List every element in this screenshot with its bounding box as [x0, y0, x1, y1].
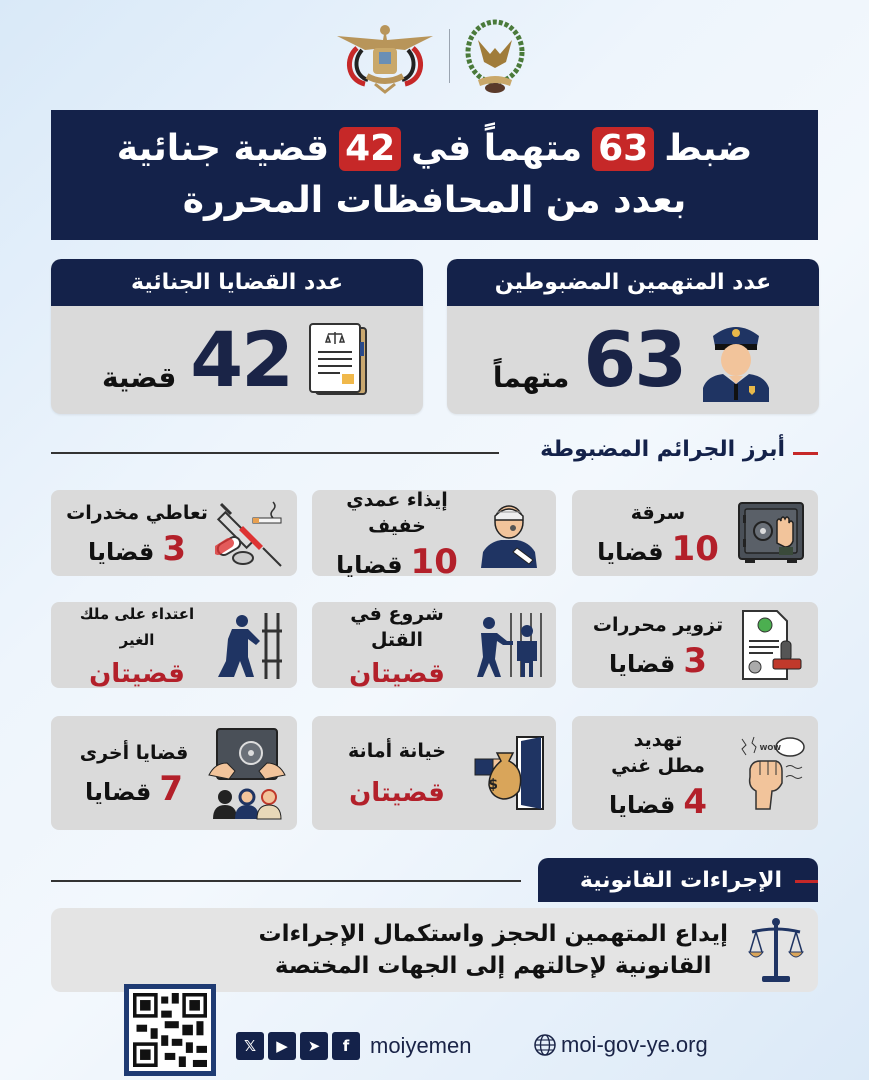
- crime-label: شروع في القتل: [350, 603, 444, 651]
- section-accent-dash: [795, 880, 818, 883]
- crime-card-drugs: [51, 490, 297, 576]
- safe-theft-icon: [737, 501, 805, 565]
- crime-count: 3: [162, 529, 187, 569]
- cases-count-badge: 42: [339, 127, 401, 171]
- forged-document-stamp-icon: [739, 609, 803, 681]
- crime-card-threat: [572, 716, 818, 830]
- headline-banner: [51, 110, 818, 240]
- crime-label: اعتداء على ملك الغير: [79, 605, 195, 649]
- legal-text-line-2: القانونية لإحالتهم إلى الجهات المختصة: [274, 953, 712, 979]
- stat-title: عدد المتهمين المضبوطين: [447, 259, 819, 306]
- crime-count: قضيتان: [349, 778, 445, 808]
- section-accent-dash: [793, 452, 818, 455]
- crime-card-theft: [572, 490, 818, 576]
- crime-unit: قضايا: [608, 650, 676, 678]
- website-url[interactable]: moi-gov-ye.org: [561, 1032, 708, 1057]
- crime-card-attempted-murder: [312, 602, 556, 688]
- crime-count: 4: [683, 782, 708, 822]
- headline-prefix: ضبط: [664, 128, 753, 169]
- legal-section-tab: [538, 858, 818, 902]
- yemen-emblem-icon: [335, 18, 435, 94]
- scales-of-justice-icon: [748, 916, 804, 984]
- facebook-icon[interactable]: f: [332, 1032, 360, 1060]
- accused-unit: متهماً: [492, 361, 570, 394]
- legal-document-icon: [306, 322, 372, 398]
- crime-label: تعاطي مخدرات: [66, 502, 208, 524]
- crime-card-breach-of-trust: [312, 716, 556, 830]
- safe-cracking-people-icon: [207, 725, 287, 821]
- injured-person-icon: [477, 498, 541, 568]
- headline-middle: متهماً في: [411, 128, 583, 169]
- cases-unit: قضية: [101, 361, 177, 394]
- globe-icon: [533, 1033, 557, 1057]
- crime-count: 7: [159, 769, 184, 809]
- section-divider: [51, 880, 521, 882]
- crime-count: 10: [671, 529, 719, 569]
- headline-line-1: [117, 123, 753, 175]
- crime-label-line1: تهديد: [633, 729, 683, 751]
- stat-card-cases: [51, 259, 423, 414]
- headline-suffix: قضية جنائية: [116, 128, 330, 169]
- police-officer-icon: [699, 318, 773, 402]
- qr-code[interactable]: [124, 984, 216, 1076]
- crime-unit: قضايا: [336, 551, 403, 579]
- stat-title: عدد القضايا الجنائية: [51, 259, 423, 306]
- crime-card-forgery: [572, 602, 818, 688]
- crime-count: 3: [683, 641, 708, 681]
- crime-label-line2: مطل غني: [611, 755, 705, 777]
- crime-count: قضيتان: [349, 659, 445, 689]
- cases-count: 42: [190, 315, 293, 404]
- crime-count: 10: [410, 542, 458, 582]
- crime-card-other: [51, 716, 297, 830]
- website-link[interactable]: [533, 1032, 708, 1058]
- crime-card-property-trespass: [51, 602, 297, 688]
- crime-card-assault: [312, 489, 556, 582]
- svg-text:$: $: [488, 777, 498, 793]
- crime-label: خيانة أمانة: [348, 740, 446, 762]
- logos-header: [320, 16, 540, 96]
- accused-count: 63: [583, 315, 686, 404]
- property-trespass-icon: [214, 609, 286, 681]
- section-divider: [51, 452, 499, 454]
- svg-text:WOW: WOW: [759, 744, 781, 752]
- crime-unit: قضايا: [608, 791, 676, 819]
- crime-unit: قضايا: [87, 538, 155, 566]
- headline-line-2: بعدد من المحافظات المحررة: [182, 180, 687, 221]
- legal-section-title: الإجراءات القانونية: [579, 867, 782, 893]
- ministry-of-interior-emblem-icon: [464, 18, 526, 94]
- drugs-syringe-icon: [215, 498, 285, 568]
- crime-unit: قضايا: [597, 538, 664, 566]
- crime-count: قضيتان: [89, 659, 185, 689]
- social-links: [236, 1032, 471, 1060]
- qr-code-icon: [133, 993, 207, 1067]
- legal-procedure-box: [51, 908, 818, 992]
- youtube-icon[interactable]: ▶: [268, 1032, 296, 1060]
- crime-unit: قضايا: [84, 778, 152, 806]
- crime-label: إيذاء عمدي خفيف: [346, 489, 448, 537]
- crime-label: تزوير محررات: [592, 614, 724, 636]
- crime-label: سرقة: [630, 502, 686, 524]
- logo-separator: [449, 29, 450, 83]
- telegram-icon[interactable]: ➤: [300, 1032, 328, 1060]
- legal-text-line-1: إيداع المتهمين الحجز واستكمال الإجراءات: [258, 921, 728, 947]
- breach-of-trust-money-bag-icon: [473, 735, 545, 811]
- crimes-section-title: أبرز الجرائم المضبوطة: [540, 437, 785, 462]
- crime-label: قضايا أخرى: [79, 742, 189, 764]
- stat-card-accused: [447, 259, 819, 414]
- attempted-murder-icon: [473, 609, 545, 681]
- x-icon[interactable]: 𝕏: [236, 1032, 264, 1060]
- threat-fist-icon: [736, 735, 806, 811]
- social-handle[interactable]: moiyemen: [370, 1033, 472, 1058]
- accused-count-badge: 63: [592, 127, 654, 171]
